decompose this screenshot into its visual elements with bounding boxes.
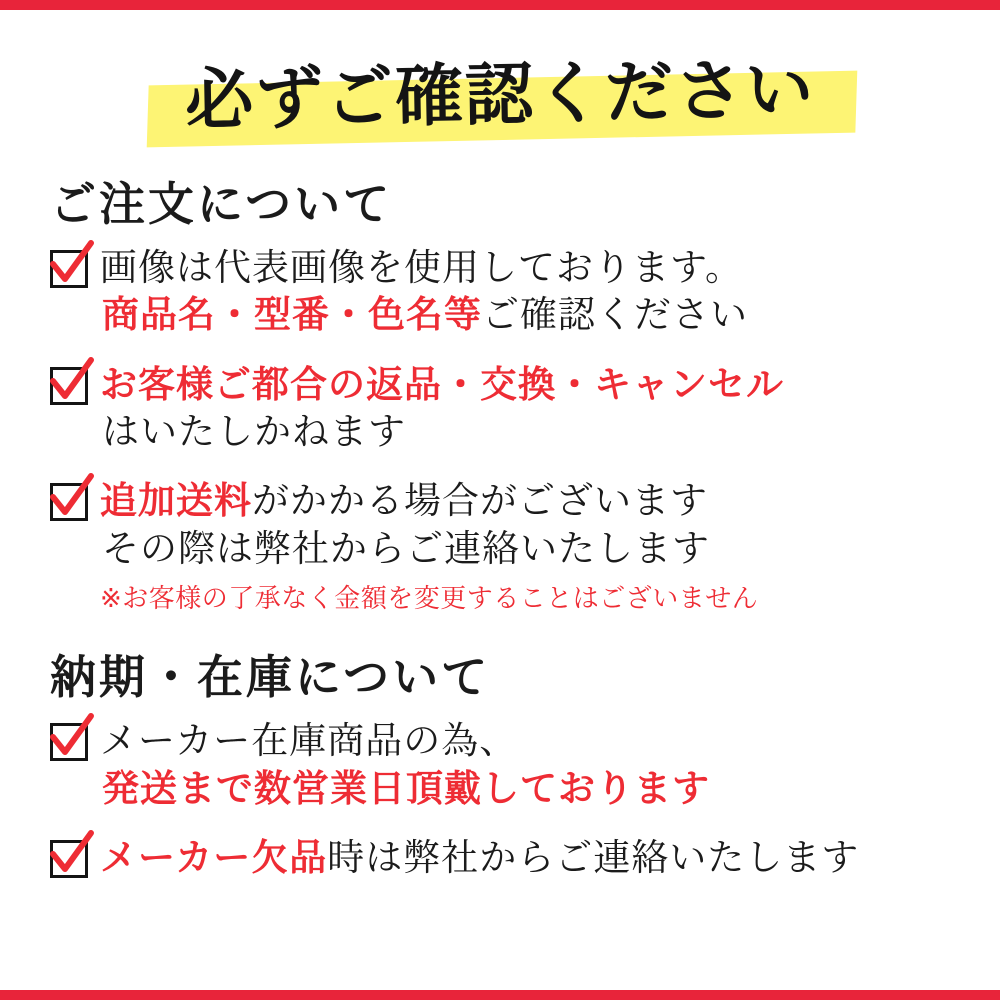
list-item-line	[100, 291, 956, 338]
list-item-text	[100, 361, 956, 456]
list-item-text	[100, 717, 956, 812]
plain-text: ご確認ください	[482, 293, 748, 337]
list-item-line: はいたしかねます	[102, 410, 406, 454]
section-heading-delivery: 納期・在庫について	[50, 650, 491, 705]
checkbox-icon	[50, 250, 88, 288]
checkbox-icon	[50, 723, 88, 761]
plain-text: がかかる場合がございます	[252, 479, 708, 523]
section-heading-orders: ご注文について	[50, 177, 393, 231]
list-item	[50, 477, 956, 615]
emphasis-text: メーカー欠品	[100, 835, 328, 879]
list-item-line: その際は弊社からご連絡いたします	[102, 526, 710, 570]
list-item-note: ※お客様の了承なく金額を変更することはございません	[100, 584, 759, 615]
plain-text: 時は弊社からご連絡いたします	[327, 835, 860, 879]
list-item-line: メーカー在庫商品の為、	[100, 719, 518, 763]
emphasis-text: 商品名・型番・色名等	[102, 293, 482, 337]
list-item-line	[100, 834, 956, 881]
list-item-text	[100, 834, 956, 881]
list-item-text	[100, 477, 956, 615]
checkbox-icon	[50, 483, 88, 521]
emphasis-text: 追加送料	[100, 479, 252, 523]
list-item-line	[100, 477, 956, 524]
list-item	[50, 361, 956, 456]
list-item	[50, 717, 956, 812]
list-item-text	[100, 244, 956, 339]
list-item	[50, 834, 956, 881]
checkbox-icon	[50, 840, 88, 878]
checkbox-icon	[50, 367, 88, 405]
section-delivery	[0, 641, 1000, 881]
list-item	[50, 244, 956, 339]
section-orders	[0, 168, 1000, 615]
list-item-line: お客様ご都合の返品・交換・キャンセル	[100, 362, 784, 406]
page-title-block	[0, 46, 1000, 150]
list-item-line: 発送まで数営業日頂戴しております	[102, 766, 710, 810]
page-title: 必ずご確認ください	[184, 50, 816, 141]
list-item-line: 画像は代表画像を使用しております。	[100, 246, 744, 289]
